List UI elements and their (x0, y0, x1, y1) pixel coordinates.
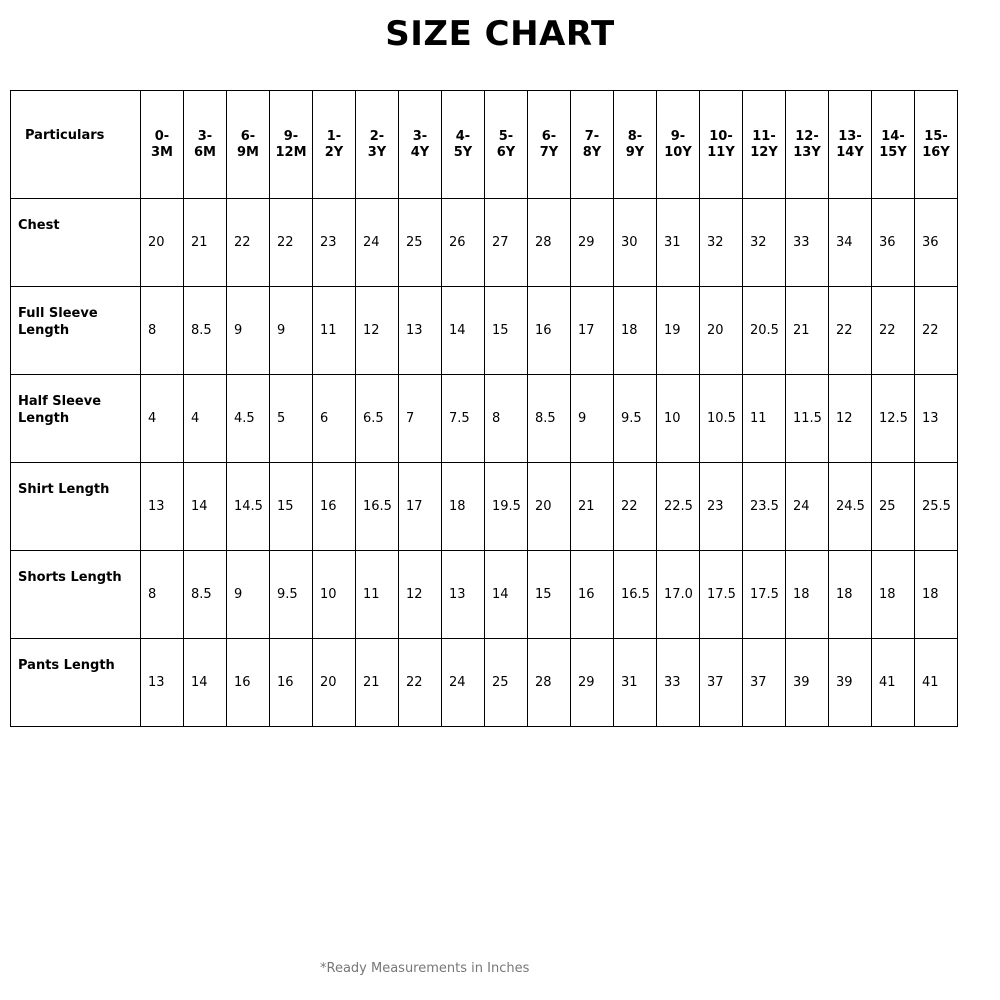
measurement-cell: 8.5 (184, 551, 227, 639)
size-header-label: 5- 6Y (496, 128, 516, 160)
measurement-cell: 18 (786, 551, 829, 639)
measurement-cell: 7.5 (442, 375, 485, 463)
measurement-cell: 9.5 (614, 375, 657, 463)
measurement-cell: 22 (614, 463, 657, 551)
table-header-row (11, 91, 958, 199)
measurement-cell: 21 (786, 287, 829, 375)
measurement-cell: 20.5 (743, 287, 786, 375)
size-header-label: 11- 12Y (750, 128, 778, 160)
measurement-cell: 15 (485, 287, 528, 375)
size-header (313, 91, 356, 199)
size-header (786, 91, 829, 199)
measurement-cell: 28 (528, 199, 571, 287)
size-chart-table (10, 90, 958, 727)
measurement-cell: 37 (700, 639, 743, 727)
measurement-cell: 14 (442, 287, 485, 375)
measurement-cell: 9 (227, 551, 270, 639)
measurement-cell: 11 (313, 287, 356, 375)
measurement-cell: 14.5 (227, 463, 270, 551)
row-label: Pants Length (11, 639, 141, 727)
size-header (700, 91, 743, 199)
measurement-cell: 15 (270, 463, 313, 551)
measurement-cell: 23 (313, 199, 356, 287)
size-header-label: 6- 7Y (539, 128, 559, 160)
measurement-cell: 11 (743, 375, 786, 463)
measurement-cell: 37 (743, 639, 786, 727)
measurement-cell: 10 (657, 375, 700, 463)
size-header-label: 13- 14Y (836, 128, 864, 160)
measurement-cell: 17.5 (700, 551, 743, 639)
size-header-label: 1- 2Y (324, 128, 344, 160)
row-label: Chest (11, 199, 141, 287)
size-header (442, 91, 485, 199)
measurement-cell: 16.5 (356, 463, 399, 551)
size-header (657, 91, 700, 199)
measurement-cell: 23 (700, 463, 743, 551)
row-label: Full Sleeve Length (11, 287, 141, 375)
measurement-cell: 4.5 (227, 375, 270, 463)
measurement-cell: 18 (872, 551, 915, 639)
measurement-cell: 32 (743, 199, 786, 287)
size-header (614, 91, 657, 199)
measurement-cell: 16 (270, 639, 313, 727)
measurement-cell: 8.5 (528, 375, 571, 463)
measurement-cell: 11.5 (786, 375, 829, 463)
measurement-cell: 24 (786, 463, 829, 551)
table-row (11, 375, 958, 463)
size-header (141, 91, 184, 199)
measurement-cell: 6 (313, 375, 356, 463)
size-header (743, 91, 786, 199)
table-row (11, 199, 958, 287)
measurement-cell: 16.5 (614, 551, 657, 639)
size-header-label: 3- 4Y (410, 128, 430, 160)
row-label: Shorts Length (11, 551, 141, 639)
measurement-cell: 12 (356, 287, 399, 375)
size-header (872, 91, 915, 199)
measurement-cell: 22 (227, 199, 270, 287)
measurement-cell: 5 (270, 375, 313, 463)
measurement-cell: 20 (313, 639, 356, 727)
measurement-cell: 8 (141, 287, 184, 375)
size-header (915, 91, 958, 199)
measurement-cell: 25.5 (915, 463, 958, 551)
measurement-cell: 22 (915, 287, 958, 375)
size-header (399, 91, 442, 199)
measurement-cell: 13 (141, 463, 184, 551)
size-header-label: 9- 10Y (664, 128, 692, 160)
measurement-cell: 18 (614, 287, 657, 375)
size-header (829, 91, 872, 199)
measurement-cell: 29 (571, 199, 614, 287)
size-header (485, 91, 528, 199)
table-row (11, 463, 958, 551)
measurement-cell: 11 (356, 551, 399, 639)
measurement-cell: 19 (657, 287, 700, 375)
table-row (11, 639, 958, 727)
size-header-label: 3- 6M (194, 128, 216, 160)
measurement-cell: 31 (614, 639, 657, 727)
measurement-cell: 6.5 (356, 375, 399, 463)
table-row (11, 551, 958, 639)
measurement-cell: 16 (313, 463, 356, 551)
measurement-cell: 9 (571, 375, 614, 463)
measurement-cell: 23.5 (743, 463, 786, 551)
measurement-cell: 22.5 (657, 463, 700, 551)
measurement-cell: 24 (356, 199, 399, 287)
measurement-cell: 22 (270, 199, 313, 287)
measurement-cell: 9 (270, 287, 313, 375)
measurement-cell: 33 (657, 639, 700, 727)
measurement-cell: 14 (485, 551, 528, 639)
measurement-cell: 26 (442, 199, 485, 287)
measurement-cell: 22 (399, 639, 442, 727)
measurement-cell: 16 (227, 639, 270, 727)
size-header-label: 0- 3M (151, 128, 173, 160)
measurement-cell: 16 (571, 551, 614, 639)
measurement-cell: 9 (227, 287, 270, 375)
measurement-cell: 20 (700, 287, 743, 375)
size-header-label: 12- 13Y (793, 128, 821, 160)
row-label: Shirt Length (11, 463, 141, 551)
measurement-cell: 13 (442, 551, 485, 639)
measurement-cell: 34 (829, 199, 872, 287)
measurement-cell: 41 (915, 639, 958, 727)
measurement-cell: 8.5 (184, 287, 227, 375)
measurement-cell: 21 (356, 639, 399, 727)
measurement-cell: 13 (141, 639, 184, 727)
measurement-cell: 25 (485, 639, 528, 727)
measurement-cell: 4 (184, 375, 227, 463)
measurement-cell: 17 (571, 287, 614, 375)
measurement-cell: 18 (915, 551, 958, 639)
measurement-cell: 20 (528, 463, 571, 551)
size-header-label: 10- 11Y (707, 128, 735, 160)
size-header-label: 8- 9Y (625, 128, 645, 160)
measurement-cell: 24 (442, 639, 485, 727)
size-header (270, 91, 313, 199)
measurement-cell: 21 (571, 463, 614, 551)
row-label: Half Sleeve Length (11, 375, 141, 463)
measurement-cell: 12.5 (872, 375, 915, 463)
measurement-cell: 24.5 (829, 463, 872, 551)
measurement-cell: 17.0 (657, 551, 700, 639)
measurement-cell: 13 (399, 287, 442, 375)
measurement-cell: 8 (141, 551, 184, 639)
measurement-cell: 20 (141, 199, 184, 287)
measurement-cell: 22 (872, 287, 915, 375)
measurement-cell: 30 (614, 199, 657, 287)
measurement-cell: 17 (399, 463, 442, 551)
measurement-cell: 33 (786, 199, 829, 287)
size-header-label: 9- 12M (275, 128, 307, 160)
measurement-cell: 9.5 (270, 551, 313, 639)
size-header (571, 91, 614, 199)
measurement-cell: 22 (829, 287, 872, 375)
measurement-cell: 8 (485, 375, 528, 463)
measurement-cell: 29 (571, 639, 614, 727)
measurement-cell: 41 (872, 639, 915, 727)
measurement-cell: 12 (399, 551, 442, 639)
size-header (356, 91, 399, 199)
measurement-cell: 18 (829, 551, 872, 639)
measurement-cell: 25 (872, 463, 915, 551)
size-header-label: 15- 16Y (922, 128, 950, 160)
measurement-cell: 21 (184, 199, 227, 287)
measurement-footnote: *Ready Measurements in Inches (320, 961, 530, 976)
measurement-cell: 39 (829, 639, 872, 727)
measurement-cell: 14 (184, 463, 227, 551)
table-row (11, 287, 958, 375)
measurement-cell: 39 (786, 639, 829, 727)
size-header (227, 91, 270, 199)
size-header-label: 14- 15Y (879, 128, 907, 160)
page-title: SIZE CHART (385, 14, 615, 54)
size-header-label: 7- 8Y (582, 128, 602, 160)
measurement-cell: 7 (399, 375, 442, 463)
size-header-label: 2- 3Y (367, 128, 387, 160)
measurement-cell: 13 (915, 375, 958, 463)
measurement-cell: 36 (872, 199, 915, 287)
measurement-cell: 15 (528, 551, 571, 639)
measurement-cell: 25 (399, 199, 442, 287)
measurement-cell: 27 (485, 199, 528, 287)
measurement-cell: 28 (528, 639, 571, 727)
measurement-cell: 4 (141, 375, 184, 463)
measurement-cell: 10 (313, 551, 356, 639)
size-header (528, 91, 571, 199)
measurement-cell: 14 (184, 639, 227, 727)
measurement-cell: 19.5 (485, 463, 528, 551)
measurement-cell: 17.5 (743, 551, 786, 639)
size-header (184, 91, 227, 199)
measurement-cell: 12 (829, 375, 872, 463)
particulars-header: Particulars (11, 91, 141, 199)
measurement-cell: 18 (442, 463, 485, 551)
size-header-label: 6- 9M (237, 128, 259, 160)
measurement-cell: 36 (915, 199, 958, 287)
measurement-cell: 32 (700, 199, 743, 287)
measurement-cell: 31 (657, 199, 700, 287)
measurement-cell: 16 (528, 287, 571, 375)
size-header-label: 4- 5Y (453, 128, 473, 160)
measurement-cell: 10.5 (700, 375, 743, 463)
